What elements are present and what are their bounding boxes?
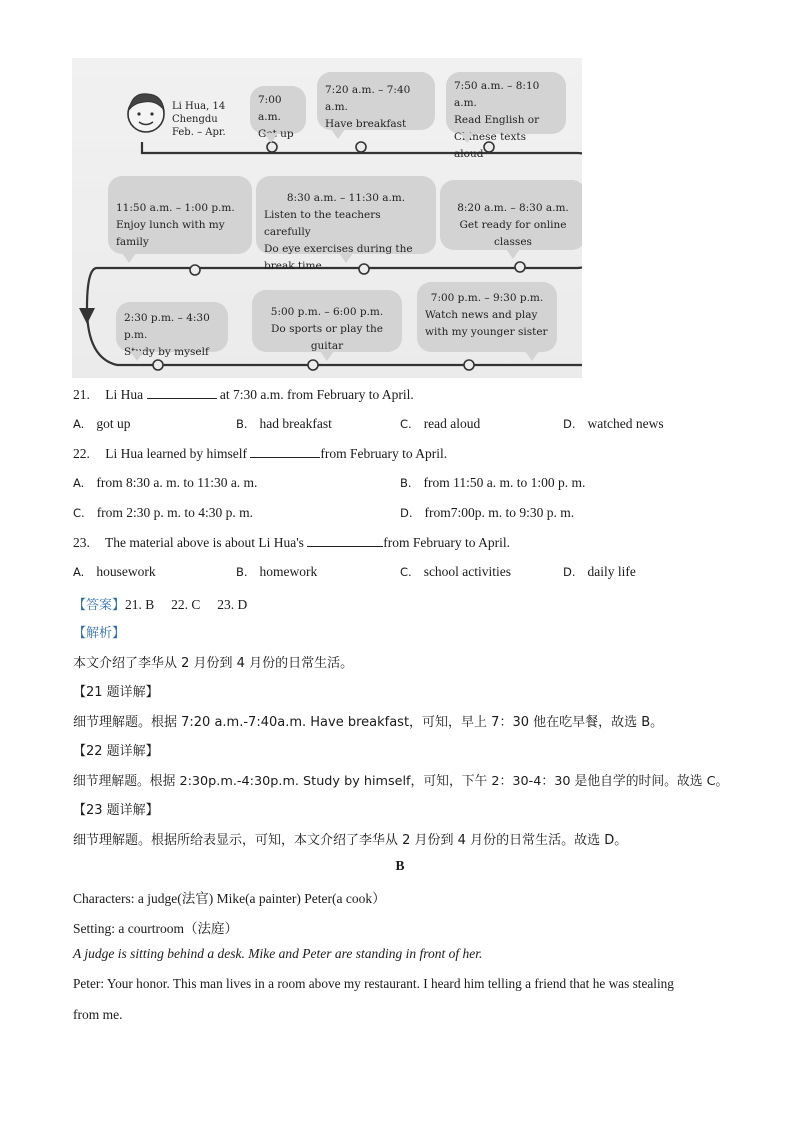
detail-22-text: 细节理解题。根据 2:30p.m.-4:30p.m. Study by himself，可知，下午 2：30-4：30 是他自学的时间。故选 C。 [73,774,729,789]
bubble-study [116,302,228,358]
bubble-breakfast [317,72,435,130]
bubble-time: 7:00 a.m. [258,94,282,123]
bubble-activity: Listen to the teachers carefully [264,209,381,238]
arrow-down-icon [79,308,95,324]
bubble-time: 7:20 a.m. – 7:40 a.m. [325,84,411,113]
bubble-activity: Watch news and play [425,309,538,321]
analysis-label: 【解析】 [73,626,126,641]
question-23 [73,534,510,551]
option-22-c[interactable]: C. from 2:30 p. m. to 4:30 p. m. [73,505,254,520]
question-text: from February to April. [383,535,510,550]
bubble-get-ready [440,180,582,250]
analysis-intro: 本文介绍了李华从 2 月份到 4 月份的日常生活。 [73,656,354,671]
node-get-up [267,142,277,152]
bubble-time: 7:50 a.m. – 8:10 a.m. [454,80,540,109]
bubble-time: 8:20 a.m. – 8:30 a.m. [457,202,569,214]
bubble-activity: Get up [258,128,294,140]
characters-line: Characters: a judge(法官) Mike(a painter) Peter(a cook） [73,891,386,906]
answer-line [73,593,247,613]
answer-blank[interactable] [250,445,320,458]
bubble-read-aloud [446,72,566,160]
node-breakfast [356,142,366,152]
dialogue-peter-1: Peter: Your honor. This man lives in a room above my restaurant. I heard him telling a friend that he was stealing [73,976,674,991]
section-b-heading: B [395,858,405,873]
bubble-listen [256,176,436,272]
setting-line: Setting: a courtroom（法庭） [73,921,238,936]
option-22-d[interactable]: D. from7:00p. m. to 9:30 p. m. [400,505,575,520]
question-text: at 7:30 a.m. from February to April. [219,387,414,402]
option-23-d[interactable]: D. daily life [563,564,636,579]
question-text: The material above is about Li Hua's [105,535,304,550]
question-number: 21. [73,387,90,402]
option-21-c[interactable]: C. read aloud [400,416,481,431]
bubble-time: 8:30 a.m. – 11:30 a.m. [286,192,406,204]
bubble-time: 7:00 p.m. – 9:30 p.m. [430,292,544,304]
bubble-news [417,282,557,352]
question-number: 23. [73,535,90,550]
bubble-lunch [108,176,252,254]
bubble-time: 11:50 a.m. – 1:00 p.m. [116,202,235,214]
option-22-b[interactable]: B. from 11:50 a. m. to 1:00 p. m. [400,475,586,490]
dialogue-peter-2: from me. [73,1007,123,1022]
boy-face-icon [120,86,172,138]
option-22-a[interactable]: A. from 8:30 a. m. to 11:30 a. m. [73,475,258,490]
answer-blank[interactable] [147,386,217,399]
detail-22-title: 【22 题详解】 [73,744,159,759]
bubble-activity: Chinese texts aloud [454,131,527,160]
person-name-age: Li Hua, 14 [172,101,226,112]
detail-21-text: 细节理解题。根据 7:20 a.m.-7:40a.m. Have breakfast，可知，早上 7：30 他在吃早餐，故选 B。 [73,715,664,730]
answer-blank[interactable] [307,534,383,547]
bubble-get-up [250,86,306,140]
question-21 [73,386,414,403]
avatar [120,86,172,138]
node-study [153,360,163,370]
option-21-b[interactable]: B. had breakfast [236,416,332,431]
bubble-activity: Do eye exercises during the break time [264,243,413,272]
bubble-activity: Study by myself [124,346,209,358]
left-curve [87,268,117,365]
bubble-activity: Get ready for online classes [459,219,567,248]
bubble-activity: Enjoy lunch with my family [116,219,225,248]
person-info [172,100,226,139]
bubble-activity: Have breakfast [325,118,407,130]
person-period: Feb. – Apr. [172,127,226,138]
bubble-time: 5:00 p.m. – 6:00 p.m. [270,306,384,318]
detail-23-title: 【23 题详解】 [73,803,159,818]
option-23-b[interactable]: B. homework [236,564,318,579]
person-city: Chengdu [172,114,218,125]
bubble-activity: Read English or [454,114,540,126]
bubble-activity: with my younger sister [425,326,548,338]
option-23-a[interactable]: A. housework [73,564,156,579]
bubble-time: 2:30 p.m. – 4:30 p.m. [124,312,210,341]
daily-schedule-diagram [72,58,582,378]
node-sports [308,360,318,370]
node-lunch [190,265,200,275]
option-21-d[interactable]: D. watched news [563,416,664,431]
analysis-label-line [73,622,125,641]
bubble-sports [252,290,402,352]
answer-text: 21. B 22. C 23. D [125,597,248,612]
question-text: Li Hua [105,387,144,402]
node-news [464,360,474,370]
question-text: from February to April. [320,446,448,461]
question-22 [73,445,447,462]
node-ready [515,262,525,272]
question-text: Li Hua learned by himself [105,446,247,461]
option-23-c[interactable]: C. school activities [400,564,512,579]
bubble-activity: Do sports or play the guitar [271,323,383,352]
detail-23-text: 细节理解题。根据所给表显示，可知，本文介绍了李华从 2 月份到 4 月份的日常生活。故选 D。 [73,833,628,848]
detail-21-title: 【21 题详解】 [73,685,159,700]
stage-direction: A judge is sitting behind a desk. Mike and Peter are standing in front of her. [73,946,483,961]
question-number: 22. [73,446,90,461]
option-21-a[interactable]: A. got up [73,416,131,431]
answer-label: 【答案】 [73,598,126,613]
